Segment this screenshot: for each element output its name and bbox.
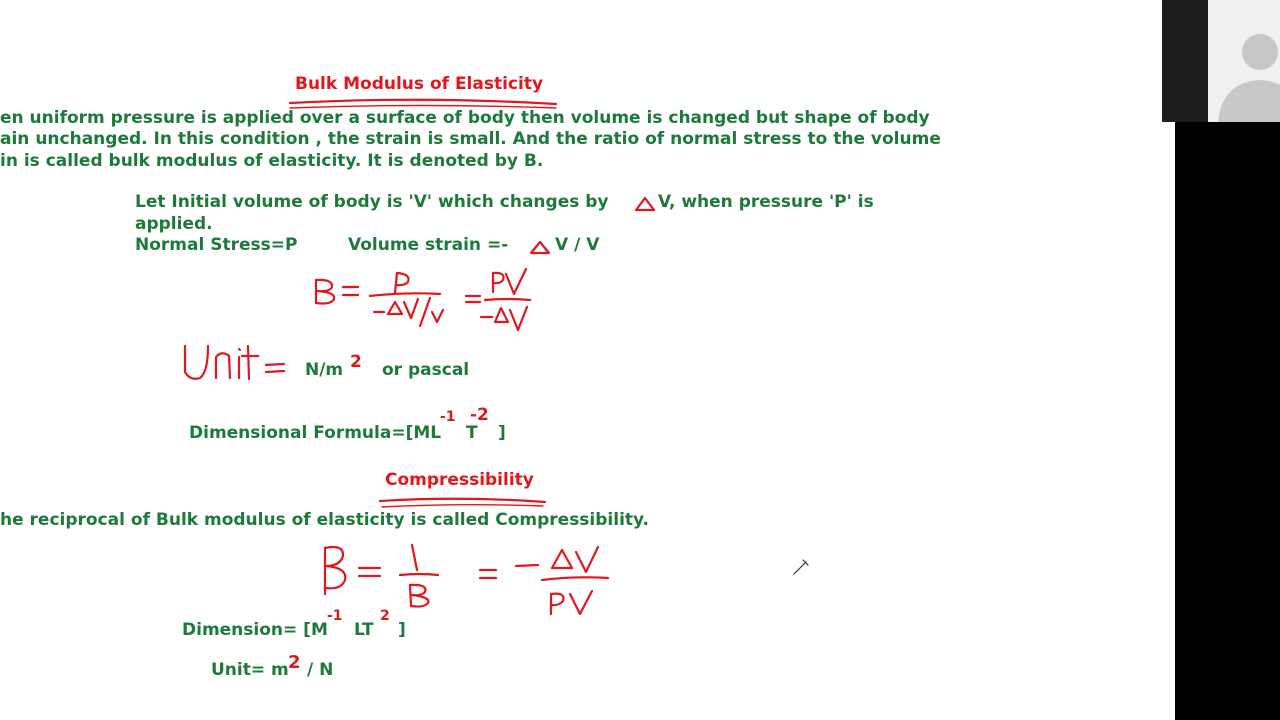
- heading2-underline: [380, 499, 545, 502]
- reciprocal-definition: he reciprocal of Bulk modulus of elasticity is called Compressibility.: [0, 510, 650, 530]
- compressibility-equation-ink: [325, 545, 608, 614]
- unit2-exp: 2: [288, 652, 301, 673]
- heading1-underline-2: [290, 106, 556, 109]
- webcam-participant-tile[interactable]: [1208, 0, 1280, 122]
- unit-value: N/m: [305, 360, 344, 380]
- bulk-modulus-heading: Bulk Modulus of Elasticity: [295, 74, 544, 94]
- definition-line-2: ain unchanged. In this condition , the strain is small. And the ratio of normal stress to the volume: [0, 129, 941, 149]
- bulk-equation-ink: [316, 269, 530, 330]
- applied-text: applied.: [135, 214, 213, 234]
- unit-handwritten-ink: [185, 346, 284, 379]
- avatar-icon: [1208, 0, 1280, 122]
- unit-exponent: 2: [350, 352, 362, 372]
- heading1-underline: [290, 100, 556, 104]
- unit-or-pascal: or pascal: [382, 360, 470, 380]
- volume-strain-suffix: V / V: [555, 235, 600, 255]
- webcam-dark-tile: [1162, 0, 1208, 122]
- dimension-exp1: -1: [327, 608, 343, 624]
- delta-icon: [636, 198, 654, 210]
- pen-cursor-icon: [794, 560, 808, 574]
- definition-line-3: in is called bulk modulus of elasticity. It is denoted by B.: [0, 151, 544, 171]
- unit2-suffix: / N: [307, 660, 334, 680]
- dimensional-formula-t: T: [466, 423, 478, 443]
- delta-icon-2: [531, 242, 549, 253]
- dimension-exp2: 2: [380, 608, 390, 624]
- dimension-prefix: Dimension= [M: [182, 620, 328, 640]
- let-initial-volume-text: Let Initial volume of body is 'V' which changes by: [135, 192, 609, 212]
- dimension-close: ]: [398, 620, 406, 640]
- let-initial-volume-text-end: V, when pressure 'P' is: [658, 192, 874, 212]
- heading2-underline-2: [382, 505, 543, 507]
- compressibility-heading: Compressibility: [385, 470, 534, 490]
- volume-strain-prefix: Volume strain =-: [348, 235, 509, 255]
- dimension-mid: LT: [354, 620, 374, 640]
- definition-line-1: en uniform pressure is applied over a surface of body then volume is changed but shape of body: [0, 108, 930, 128]
- dimensional-formula-exp2: -2: [470, 405, 489, 425]
- normal-stress-text: Normal Stress=P: [135, 235, 298, 255]
- unit2-prefix: Unit= m: [211, 660, 289, 680]
- dimensional-formula-close: ]: [498, 423, 506, 443]
- dimensional-formula-prefix: Dimensional Formula=[ML: [189, 423, 442, 443]
- dimensional-formula-exp1: -1: [440, 409, 456, 425]
